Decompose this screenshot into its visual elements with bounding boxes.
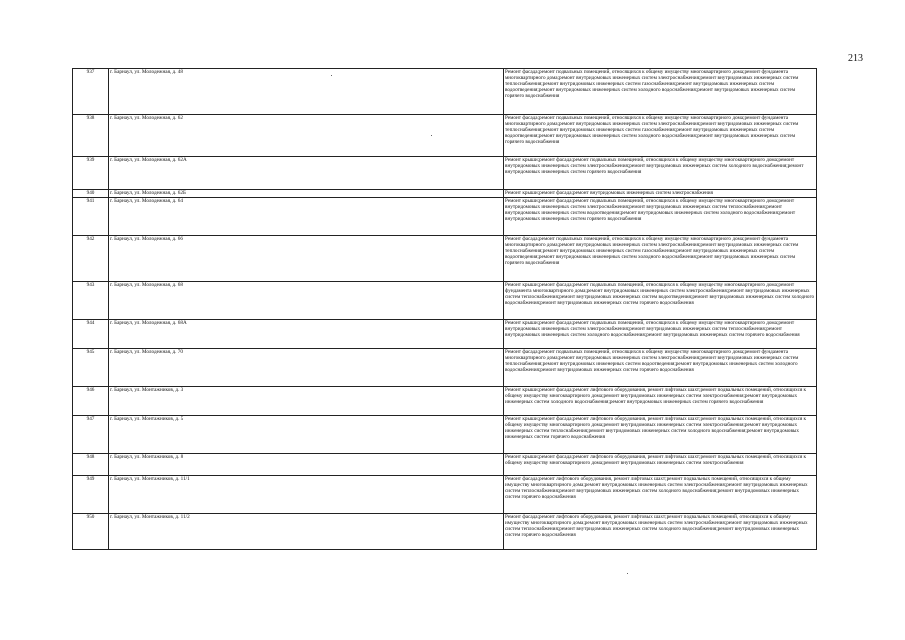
row-address: г. Барнаул, ул. Молодежная, д. 48 [109,69,504,115]
table-row [73,387,817,416]
table-row [73,198,817,236]
row-works: Ремонт фасада;ремонт лифтового оборудования, ремонт лифтовых шахт;ремонт подвальных помещений, относящихся к общему имуществу многоквартирного дома;ремонт внутридомовых инженерных систем электроснабжения;ремонт внутридомовых инженерных систем теплоснабжения;ремонт внутридомовых инженерных систем холодного водоснабжения;ремонт внутридомовых инженерных систем горячего водоснабжения [504,514,817,550]
page-number: 213 [848,53,863,64]
row-address: г. Барнаул, ул. Монтажников, д. 11/1 [109,476,504,514]
row-number: 944 [73,320,109,349]
row-address: г. Барнаул, ул. Молодежная, д. 64 [109,198,504,236]
row-number: 939 [73,157,109,190]
row-number: 941 [73,198,109,236]
row-address: г. Барнаул, ул. Молодежная, д. 62А [109,157,504,190]
row-number: 945 [73,349,109,387]
table-row [73,236,817,282]
table-row [73,476,817,514]
row-number: 943 [73,282,109,320]
row-number: 948 [73,454,109,476]
row-number: 938 [73,115,109,157]
row-number: 946 [73,387,109,416]
row-address: г. Барнаул, ул. Монтажников, д. 3 [109,387,504,416]
row-works: Ремонт фасада;ремонт подвальных помещений, относящихся к общему имуществу многоквартирного дома;ремонт фундамента многоквартирного дома;ремонт внутридомовых инженерных систем электроснабжения;ремонт внутридомовых инженерных систем теплоснабжения;ремонт внутридомовых инженерных систем газоснабжения;ремонт внутридомовых инженерных систем водоотведения;ремонт внутридомовых инженерных систем холодного водоснабжения;ремонт внутридомовых инженерных систем горячего водоснабжения [504,236,817,282]
row-number: 947 [73,416,109,454]
table-row [73,349,817,387]
row-number: 942 [73,236,109,282]
row-works: Ремонт крыши;ремонт фасада;ремонт лифтового оборудования, ремонт лифтовых шахт;ремонт подвальных помещений, относящихся к общему имуществу многоквартирного дома;ремонт внутридомовых инженерных систем электроснабжения;ремонт внутридомовых инженерных систем холодного водоснабжения;ремонт внутридомовых инженерных систем горячего водоснабжения [504,387,817,416]
table-row [73,115,817,157]
scan-speck [331,75,332,76]
row-number: 949 [73,476,109,514]
row-address: г. Барнаул, ул. Молодежная, д. 66 [109,236,504,282]
row-address: г. Барнаул, ул. Монтажников, д. 11/2 [109,514,504,550]
row-address: г. Барнаул, ул. Молодежная, д. 68А [109,320,504,349]
row-works: Ремонт фасада;ремонт подвальных помещений, относящихся к общему имуществу многоквартирного дома;ремонт фундамента многоквартирного дома;ремонт внутридомовых инженерных систем электроснабжения;ремонт внутридомовых инженерных систем теплоснабжения;ремонт внутридомовых инженерных систем газоснабжения;ремонт внутридомовых инженерных систем водоотведения;ремонт внутридомовых инженерных систем холодного водоснабжения;ремонт внутридомовых инженерных систем горячего водоснабжения [504,115,817,157]
row-works: Ремонт крыши;ремонт фасада;ремонт подвальных помещений, относящихся к общему имуществу многоквартирного дома;ремонт внутридомовых инженерных систем электроснабжения;ремонт внутридомовых инженерных систем холодного водоснабжения;ремонт внутридомовых инженерных систем горячего водоснабжения [504,157,817,190]
row-works: Ремонт крыши;ремонт фасада;ремонт подвальных помещений, относящихся к общему имуществу многоквартирного дома;ремонт фундамента многоквартирного дома;ремонт внутридомовых инженерных систем электроснабжения;ремонт внутридомовых инженерных систем теплоснабжения;ремонт внутридомовых инженерных систем водоотведения;ремонт внутридомовых инженерных систем холодного водоснабжения;ремонт внутридомовых инженерных систем горячего водоснабжения [504,282,817,320]
table-row [73,69,817,115]
row-address: г. Барнаул, ул. Молодежная, д. 62 [109,115,504,157]
table-row [73,190,817,198]
row-address: г. Барнаул, ул. Молодежная, д. 62Б [109,190,504,198]
row-address: г. Барнаул, ул. Молодежная, д. 70 [109,349,504,387]
table-row [73,320,817,349]
row-address: г. Барнаул, ул. Монтажников, д. 5 [109,416,504,454]
row-works: Ремонт фасада;ремонт подвальных помещений, относящихся к общему имуществу многоквартирного дома;ремонт фундамента многоквартирного дома;ремонт внутридомовых инженерных систем электроснабжения;ремонт внутридомовых инженерных систем теплоснабжения;ремонт внутридомовых инженерных систем газоснабжения;ремонт внутридомовых инженерных систем водоотведения;ремонт внутридомовых инженерных систем холодного водоснабжения;ремонт внутридомовых инженерных систем горячего водоснабжения [504,69,817,115]
row-works: Ремонт крыши;ремонт фасада;ремонт подвальных помещений, относящихся к общему имуществу многоквартирного дома;ремонт внутридомовых инженерных систем электроснабжения;ремонт внутридомовых инженерных систем теплоснабжения;ремонт внутридомовых инженерных систем холодного водоснабжения;ремонт внутридомовых инженерных систем горячего водоснабжения [504,320,817,349]
row-number: 950 [73,514,109,550]
table-body [73,69,817,550]
row-works: Ремонт крыши;ремонт фасада;ремонт лифтового оборудования, ремонт лифтовых шахт;ремонт подвальных помещений, относящихся к общему имуществу многоквартирного дома;ремонт внутридомовых инженерных систем электроснабжения;ремонт внутридомовых инженерных систем теплоснабжения;ремонт внутридомовых инженерных систем холодного водоснабжения;ремонт внутридомовых инженерных систем горячего водоснабжения [504,416,817,454]
row-address: г. Барнаул, ул. Молодежная, д. 68 [109,282,504,320]
row-works: Ремонт фасада;ремонт лифтового оборудования, ремонт лифтовых шахт;ремонт подвальных помещений, относящихся к общему имуществу многоквартирного дома;ремонт внутридомовых инженерных систем электроснабжения;ремонт внутридомовых инженерных систем теплоснабжения;ремонт внутридомовых инженерных систем холодного водоснабжения;ремонт внутридомовых инженерных систем горячего водоснабжения [504,476,817,514]
table-row [73,157,817,190]
table-row [73,416,817,454]
row-works: Ремонт крыши;ремонт фасада;ремонт лифтового оборудования, ремонт лифтовых шахт;ремонт подвальных помещений, относящихся к общему имуществу многоквартирного дома;ремонт внутридомовых инженерных систем электроснабжения [504,454,817,476]
scan-speck [431,135,432,136]
row-number: 937 [73,69,109,115]
row-works: Ремонт крыши;ремонт фасада;ремонт внутридомовых инженерных систем электроснабжения [504,190,817,198]
table-row [73,282,817,320]
row-number: 940 [73,190,109,198]
table-row [73,454,817,476]
scan-speck [627,573,628,574]
row-works: Ремонт крыши;ремонт фасада;ремонт подвальных помещений, относящихся к общему имуществу многоквартирного дома;ремонт внутридомовых инженерных систем электроснабжения;ремонт внутридомовых инженерных систем теплоснабжения;ремонт внутридомовых инженерных систем водоотведения;ремонт внутридомовых инженерных систем холодного водоснабжения;ремонт внутридомовых инженерных систем горячего водоснабжения [504,198,817,236]
table-row [73,514,817,550]
row-works: Ремонт фасада;ремонт подвальных помещений, относящихся к общему имуществу многоквартирного дома;ремонт фундамента многоквартирного дома;ремонт внутридомовых инженерных систем электроснабжения;ремонт внутридомовых инженерных систем теплоснабжения;ремонт внутридомовых инженерных систем водоотведения;ремонт внутридомовых инженерных систем холодного водоснабжения;ремонт внутридомовых инженерных систем горячего водоснабжения [504,349,817,387]
address-works-table [72,68,817,550]
row-address: г. Барнаул, ул. Монтажников, д. 8 [109,454,504,476]
